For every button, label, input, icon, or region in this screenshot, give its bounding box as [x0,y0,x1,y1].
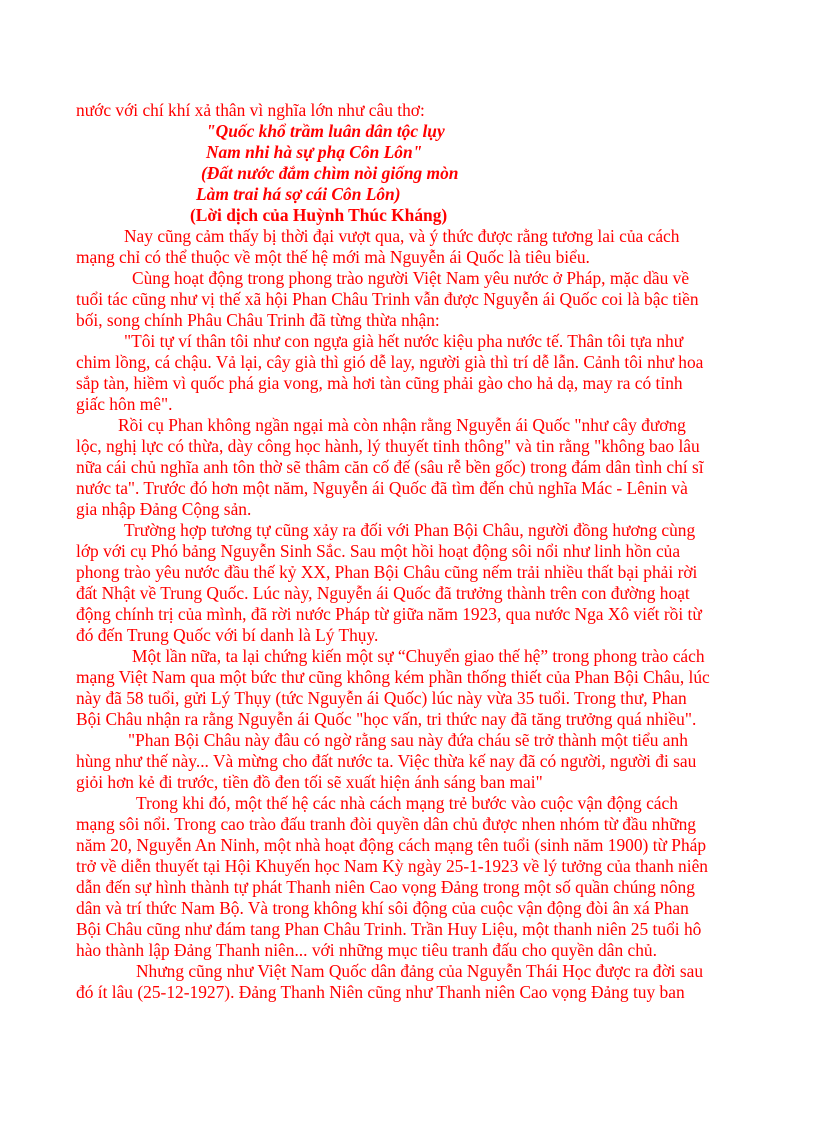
document-page [76,100,756,1003]
body-text-line: phong trào yêu nước đầu thế kỷ XX, Phan Bội Châu cũng nếm trải nhiều thất bại phải rời [76,562,698,582]
body-text-line: lớp với cụ Phó bảng Nguyễn Sinh Sắc. Sau một hồi hoạt động sôi nổi như linh hồn của [76,541,681,561]
body-text-line: giỏi hơn kẻ đi trước, tiền đồ đen tối sẽ xuất hiện ánh sáng ban mai" [76,772,543,792]
body-text-line: này đã 58 tuổi, gửi Lý Thụy (tức Nguyễn ái Quốc) lúc này vừa 35 tuổi. Trong thư, Phan [76,688,687,708]
body-text-line: "Tôi tự ví thân tôi như con ngựa già hết nước kiệu pha nước tế. Thân tôi tựa như [124,331,684,351]
body-text-line: đó ít lâu (25-12-1927). Đảng Thanh Niên cũng như Thanh niên Cao vọng Đảng tuy ban [76,982,685,1002]
body-text-line: Rồi cụ Phan không ngần ngại mà còn nhận rằng Nguyễn ái Quốc "như cây đương [118,415,686,435]
body-text-line: dẫn đến sự hình thành tự phát Thanh niên Cao vọng Đảng trong một số quần chúng nông [76,877,695,897]
body-text-line: động chính trị của mình, đã rời nước Pháp từ giữa năm 1923, qua nước Nga Xô viết rồi từ [76,604,702,624]
body-text-line: Bội Châu cũng như đám tang Phan Châu Trinh. Trần Huy Liệu, một thanh niên 25 tuổi hô [76,919,702,939]
poem-verse-line: "Quốc khổ trầm luân dân tộc lụy [206,121,445,141]
body-text-line: tuổi tác cũng như vị thế xã hội Phan Châu Trinh vẫn được Nguyễn ái Quốc coi là bậc tiền [76,289,699,309]
body-text-line: chim lồng, cá chậu. Vả lại, cây già thì gió dễ lay, người già thì trí dễ lẫn. Cảnh tôi như hoa [76,352,704,372]
body-text-line: Trường hợp tương tự cũng xảy ra đối với Phan Bội Châu, người đồng hương cùng [124,520,696,540]
body-text-line: giấc hôn mê". [76,394,173,414]
body-text-line: mạng chỉ có thể thuộc về một thế hệ mới mà Nguyễn ái Quốc là tiêu biểu. [76,247,590,267]
body-text-line: nước ta". Trước đó hơn một năm, Nguyễn ái Quốc đã tìm đến chủ nghĩa Mác - Lênin và [76,478,688,498]
translation-credit-line: (Lời dịch của Huỳnh Thúc Kháng) [190,205,448,225]
body-text-line: hào thành lập Đảng Thanh niên... với những mục tiêu tranh đấu cho quyền dân chủ. [76,940,657,960]
body-text-line: đó đến Trung Quốc với bí danh là Lý Thụy. [76,625,379,645]
body-text-line: Một lần nữa, ta lại chứng kiến một sự “Chuyển giao thế hệ” trong phong trào cách [132,646,705,666]
body-text-line: nữa cái chủ nghĩa anh tôn thờ sẽ thâm căn cố đế (sâu rễ bền gốc) trong đám dân tình chí sĩ [76,457,704,477]
body-text-line: bối, song chính Phâu Châu Trinh đã từng thừa nhận: [76,310,440,330]
body-text-line: gia nhập Đảng Cộng sản. [76,499,252,519]
body-text-line: sắp tàn, hiềm vì quốc phá gia vong, mà hơi tàn cũng phải gào cho hả dạ, may ra có tỉnh [76,373,683,393]
body-text-line: Trong khi đó, một thế hệ các nhà cách mạng trẻ bước vào cuộc vận động cách [136,793,678,813]
body-text-line: Cùng hoạt động trong phong trào người Việt Nam yêu nước ở Pháp, mặc dầu về [132,268,690,288]
body-text-line: dân và trí thức Nam Bộ. Và trong không khí sôi động của cuộc vận động đòi ân xá Phan [76,898,689,918]
body-text-line: năm 20, Nguyễn An Ninh, một nhà hoạt động cách mạng tên tuổi (sinh năm 1900) từ Pháp [76,835,707,855]
poem-verse-line: Làm trai há sợ cái Côn Lôn) [196,184,401,204]
body-text-line: hùng như thế này... Và mừng cho đất nước ta. Việc thừa kế nay đã có người, người đi sau [76,751,697,771]
body-text-line: mạng Việt Nam qua một bức thư cũng không kém phần thống thiết của Phan Bội Châu, lúc [76,667,710,687]
body-text-line: Nhưng cũng như Việt Nam Quốc dân đảng của Nguyễn Thái Học được ra đời sau [136,961,704,981]
body-text-line: đất Nhật về Trung Quốc. Lúc này, Nguyễn ái Quốc đã trưởng thành trên con đường hoạt [76,583,690,603]
body-text-line: lộc, nghị lực có thừa, dày công học hành, lý thuyết tinh thông" và tin rằng "không bao lâu [76,436,700,456]
body-text-line: trở về diễn thuyết tại Hội Khuyến học Nam Kỳ ngày 25-1-1923 về lý tưởng của thanh niên [76,856,708,876]
body-text-line: "Phan Bội Châu này đâu có ngờ rằng sau này đứa cháu sẽ trở thành một tiểu anh [128,730,688,750]
body-text-line: mạng sôi nổi. Trong cao trào đấu tranh đòi quyền dân chủ được nhen nhóm từ đầu những [76,814,696,834]
body-text-line: nước với chí khí xả thân vì nghĩa lớn như câu thơ: [76,100,425,120]
poem-verse-line: Nam nhi hà sự phạ Côn Lôn" [206,142,423,162]
body-text-line: Bội Châu nhận ra rằng Nguyễn ái Quốc "học vấn, tri thức nay đã tăng trưởng quá nhiều". [76,709,697,729]
poem-verse-line: (Đất nước đắm chìm nòi giống mòn [201,163,459,183]
body-text-line: Nay cũng cảm thấy bị thời đại vượt qua, và ý thức được rằng tương lai của cách [124,226,680,246]
